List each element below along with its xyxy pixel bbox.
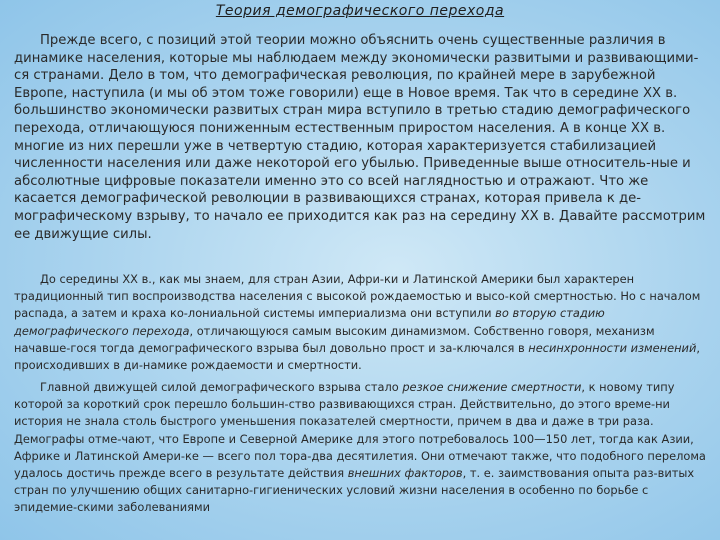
document-title: Теория демографического перехода: [215, 3, 505, 19]
emphasis-nonsynchronous: несинхронности изменений: [528, 340, 697, 355]
paragraph-text: , к новому типу которой за короткий срок перешло большин-ство развивающихся стран. Действительно, до этого време-ни история не знала столь быстрого уменьшения показателей смертности, причем в два и даже в три раза. Демографы отме-чают, что Европе и Северной Америке для этого потребовалось 100—150 лет, тогда как Азии, Африке и Латинской Амери-ке — всего пол тора-два десятилетия. Они отмечают также, что подобного перелома удалось достичь прежде всего в результате действия: [14, 380, 706, 481]
paragraph-text: Главной движущей силой демографического взрыва стало: [40, 380, 399, 394]
emphasis-mortality-drop: резкое снижение смертности: [402, 380, 582, 394]
paragraph-text: , отличающуюся самым высоким динамизмом. Собственно говоря, механизм начавше-гося тогда демографического взрыва был довольно прост и за-ключался в: [14, 323, 655, 355]
paragraph-intro: Прежде всего, с позиций этой теории можно объяснить очень существенные различия в динамике населения, которые мы наблюдаем между экономически развитыми и развивающими-ся странами. Дело в том, что демографическая революция, по крайней мере в зарубежной Европе, наступила (и мы об этом тоже говорили) еще в Новое время. Так что в середине XX в. большинство экономически развитых стран мира вступило в третью стадию демографического перехода, отличающуюся пониженным естественным приростом населения. А в конце XX в. многие из них перешли уже в четвертую стадию, которая характеризуется стабилизацией численности населения или даже некоторой его убылью. Приведенные выше относитель-ные и абсолютные цифровые показатели именно это со всей наглядностью и отражают. Что же касается демографической революции в развивающихся странах, которая привела к де-мографическому взрыву, то начало ее приходится как раз на середину XX в. Давайте рассмотрим ее движущие силы.: [14, 33, 706, 242]
paragraph-text: , происходивших в ди-намике рождаемости и смертности.: [14, 340, 700, 373]
emphasis-second-stage: во вторую стадию демографического перехода: [14, 306, 605, 338]
paragraph-text: До середины XX в., как мы знаем, для стран Азии, Афри-ки и Латинской Америки был характерен традиционный тип воспроизводства населения с высокой рождаемостью и высо-кой смертностью. Но с началом распада, а затем и краха ко-лониальной системы империализма они вступили: [14, 272, 701, 321]
emphasis-external-factors: внешних факторов: [347, 466, 463, 481]
paragraph-driving-force: [14, 379, 710, 517]
paragraph-text: , т. е. заимствования опыта раз-витых стран по улучшению общих санитарно-гигиенических условий жизни населения в особенно по борьбе с эпидемие-скими заболеваниями: [14, 466, 695, 515]
paragraph-second-stage: [14, 271, 710, 374]
